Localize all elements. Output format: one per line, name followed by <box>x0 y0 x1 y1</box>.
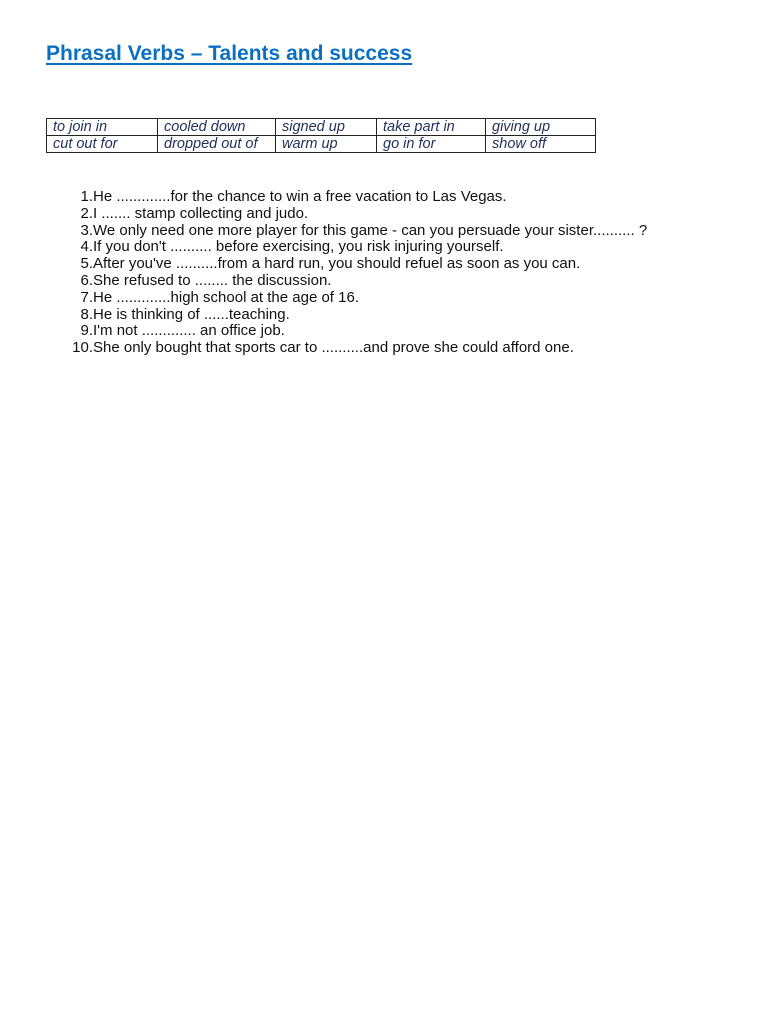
word-bank-cell: to join in <box>47 119 158 136</box>
word-bank-row <box>47 136 596 153</box>
item-number: 5. <box>80 255 93 273</box>
item-text: If you don't .......... before exercising, you risk injuring yourself. <box>93 238 504 256</box>
item-text: I'm not ............. an office job. <box>93 322 285 340</box>
item-text: She refused to ........ the discussion. <box>93 271 332 289</box>
word-bank-cell: cut out for <box>47 136 158 153</box>
item-text: We only need one more player for this game - can you persuade your sister.......... ? <box>93 221 648 239</box>
list-item <box>66 239 647 256</box>
item-number: 7. <box>80 288 93 306</box>
list-item <box>66 323 647 340</box>
item-number: 9. <box>80 322 93 340</box>
list-item <box>66 340 647 357</box>
word-bank-cell: signed up <box>276 119 377 136</box>
item-text: He .............for the chance to win a free vacation to Las Vegas. <box>93 188 507 205</box>
item-number: 4. <box>80 238 93 256</box>
item-number: 8. <box>80 305 93 323</box>
word-bank-cell: giving up <box>486 119 596 136</box>
exercise-list <box>66 189 647 357</box>
item-text: He is thinking of ......teaching. <box>93 305 290 323</box>
item-number: 10. <box>72 339 93 357</box>
list-item <box>66 256 647 273</box>
word-bank-cell: warm up <box>276 136 377 153</box>
item-number: 1. <box>80 188 93 205</box>
word-bank-cell: cooled down <box>158 119 276 136</box>
word-bank-cell: take part in <box>377 119 486 136</box>
item-number: 2. <box>80 204 93 222</box>
word-bank-cell: dropped out of <box>158 136 276 153</box>
list-item <box>66 273 647 290</box>
page-title: Phrasal Verbs – Talents and success <box>46 42 413 65</box>
word-bank-cell: show off <box>486 136 596 153</box>
item-text: She only bought that sports car to ..........and prove she could afford one. <box>93 339 574 357</box>
list-item <box>66 307 647 324</box>
item-text: After you've ..........from a hard run, you should refuel as soon as you can. <box>93 255 581 273</box>
list-item <box>66 189 647 206</box>
item-number: 3. <box>80 221 93 239</box>
list-item <box>66 223 647 240</box>
list-item <box>66 290 647 307</box>
word-bank-cell: go in for <box>377 136 486 153</box>
item-text: I ....... stamp collecting and judo. <box>93 204 309 222</box>
word-bank-row <box>47 119 596 136</box>
item-text: He .............high school at the age of 16. <box>93 288 359 306</box>
list-item <box>66 206 647 223</box>
item-number: 6. <box>80 271 93 289</box>
word-bank-table <box>46 118 596 153</box>
